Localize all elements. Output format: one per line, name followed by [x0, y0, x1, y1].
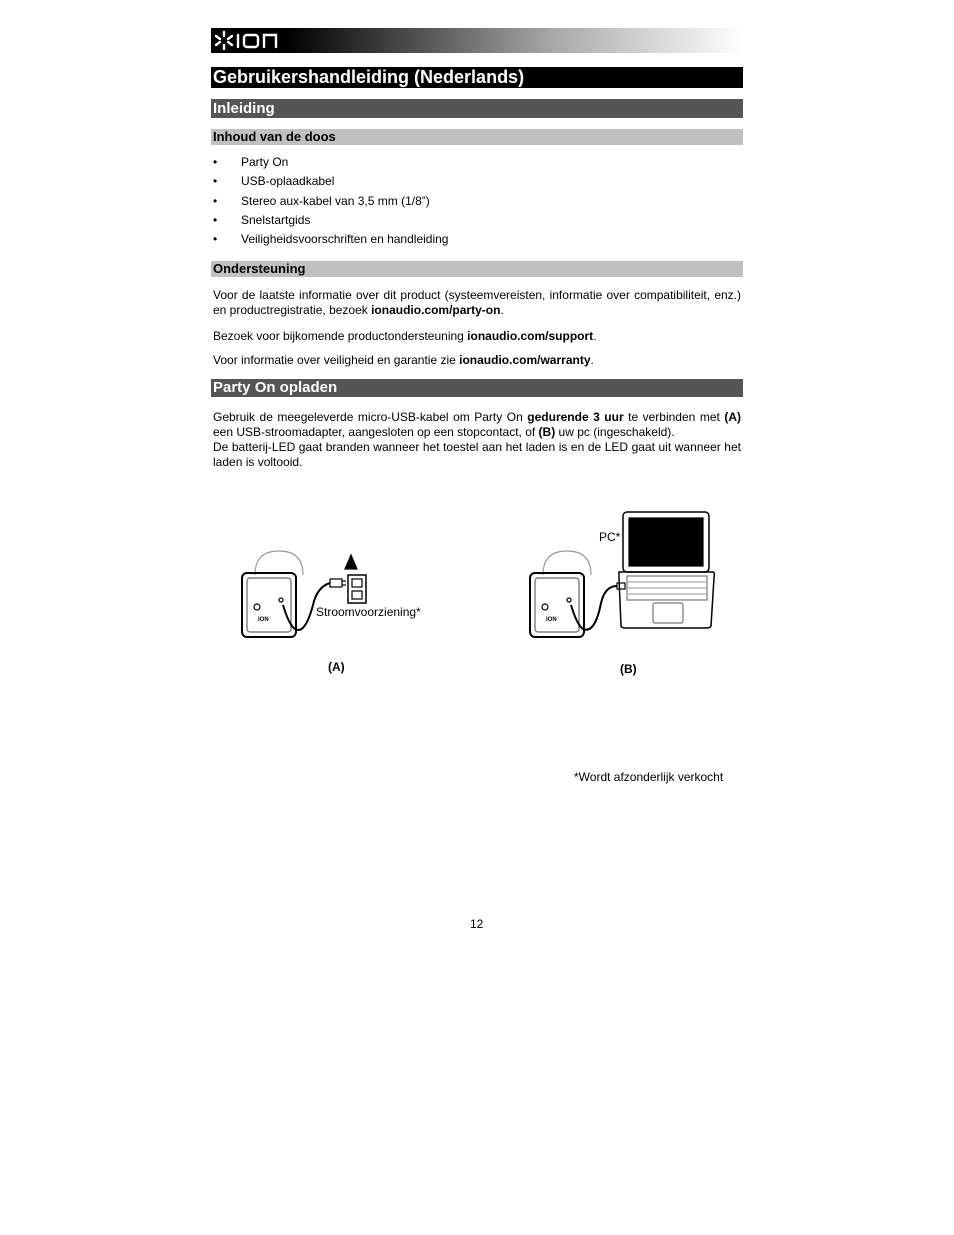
subsection-heading-support: Ondersteuning: [211, 261, 743, 277]
bullet-icon: •: [213, 232, 218, 247]
box-contents-list: [211, 155, 448, 251]
section-heading-intro: Inleiding: [211, 99, 743, 118]
figure-caption-a: (A): [328, 660, 345, 674]
party-on-link[interactable]: ionaudio.com/party-on: [371, 303, 501, 317]
speaker-power-illustration: [235, 545, 375, 645]
device-logo: ION: [546, 617, 557, 623]
support-paragraph-1: Voor de laatste informatie over dit product (systeemvereisten, informatie over compatibiliteit, enz.) en productregistratie, bezoek ionaudio.com/party-on.: [213, 288, 741, 317]
power-supply-label: Stroomvoorziening*: [316, 605, 421, 619]
bullet-icon: •: [213, 155, 218, 169]
subsection-heading-box: Inhoud van de doos: [211, 129, 743, 145]
list-item-text: USB-oplaadkabel: [241, 174, 335, 189]
warranty-link[interactable]: ionaudio.com/warranty: [459, 353, 591, 367]
list-item: [211, 232, 448, 251]
bullet-icon: •: [213, 193, 218, 208]
list-item-text: Stereo aux-kabel van 3,5 mm (1/8”): [241, 193, 430, 208]
list-item-text: Veiligheidsvoorschriften en handleiding: [241, 232, 449, 247]
support-paragraph-3: Voor informatie over veiligheid en garantie zie ionaudio.com/warranty.: [213, 353, 594, 367]
bullet-icon: •: [213, 174, 218, 189]
page-title: Gebruikershandleiding (Nederlands): [211, 67, 743, 88]
device-logo: ION: [258, 617, 269, 623]
charging-paragraph-2: De batterij-LED gaat branden wanneer het toestel aan het laden is en de LED gaat uit wanneer het laden is voltooid.: [213, 440, 741, 469]
charging-paragraph-1: Gebruik de meegeleverde micro-USB-kabel om Party On gedurende 3 uur te verbinden met (A) een USB-stroomadapter, aangesloten op een stopcontact, of (B) uw pc (ingeschakeld).: [213, 410, 742, 439]
list-item: [211, 174, 448, 193]
page-number: 12: [470, 917, 484, 931]
support-link[interactable]: ionaudio.com/support: [467, 329, 594, 343]
brand-bar: [211, 28, 743, 53]
figure-caption-b: (B): [620, 662, 637, 676]
support-paragraph-2: Bezoek voor bijkomende productondersteuning ionaudio.com/support.: [213, 329, 597, 343]
pc-label: PC*: [599, 530, 621, 544]
list-item: [211, 213, 448, 232]
list-item: [211, 194, 448, 213]
list-item-text: Party On: [241, 155, 289, 169]
list-item-text: Snelstartgids: [241, 212, 311, 227]
ion-logo: [214, 31, 289, 50]
section-heading-charging: Party On opladen: [211, 379, 743, 397]
bullet-icon: •: [213, 212, 218, 227]
footnote: *Wordt afzonderlijk verkocht: [574, 770, 724, 784]
speaker-pc-illustration: [523, 508, 718, 643]
list-item: [211, 155, 448, 174]
